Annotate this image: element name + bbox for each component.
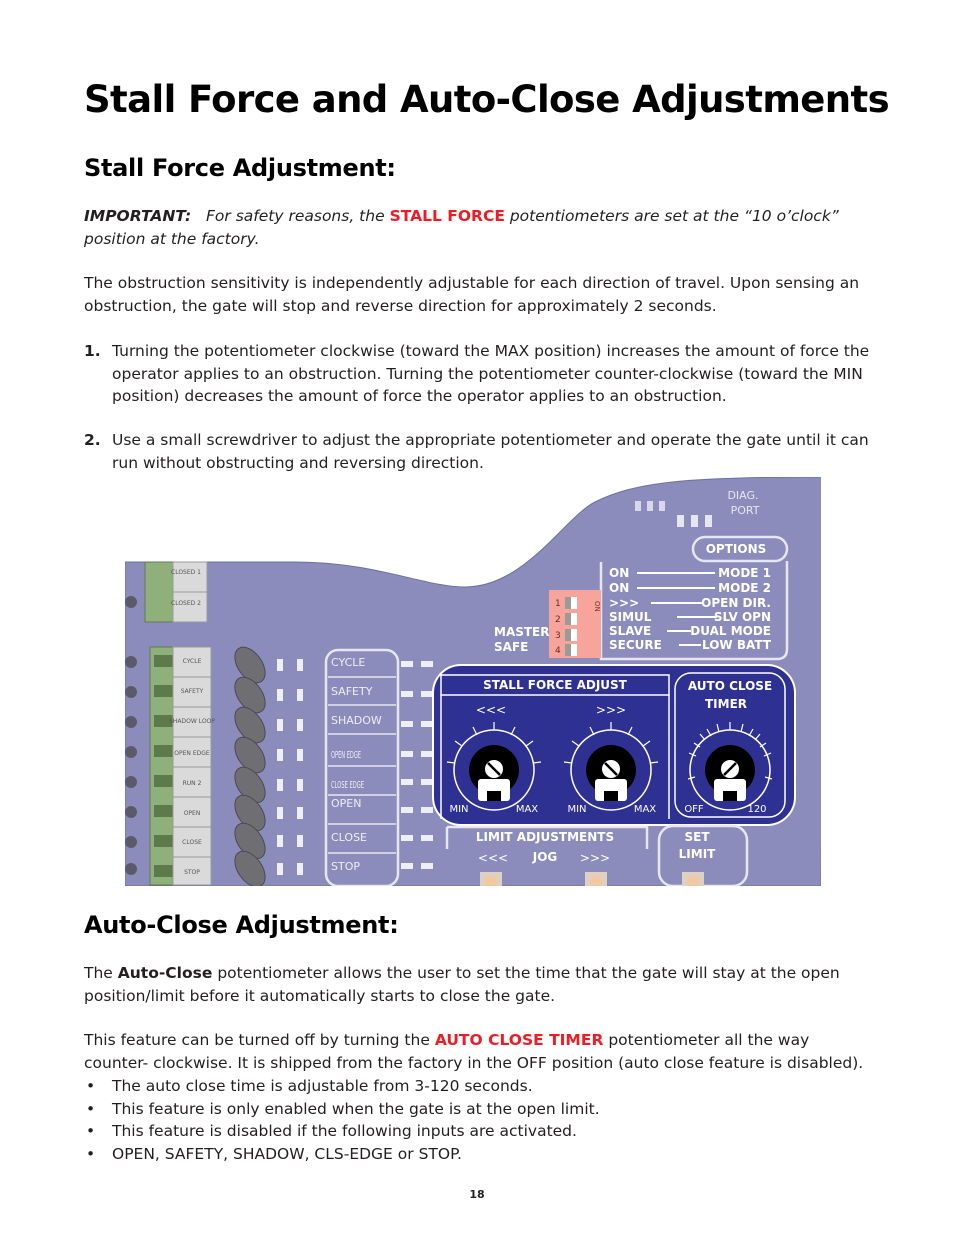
controller-board-illustration: [125, 477, 821, 886]
auto-close-heading: Auto-Close Adjustment:: [84, 911, 399, 939]
option-right: DUAL MODE: [690, 624, 771, 638]
option-right: LOW BATT: [702, 638, 771, 652]
stall-force-heading: Stall Force Adjustment:: [84, 154, 396, 182]
step-number: 1.: [84, 342, 101, 360]
terminal-label: OPEN EDGE: [174, 750, 210, 757]
pot2-max-label: MAX: [633, 804, 657, 815]
important-note: [84, 205, 874, 250]
input-label: STOP: [331, 860, 360, 873]
terminal-label: CLOSED 2: [171, 600, 201, 607]
option-left: >>>: [609, 596, 640, 610]
diag-port-label: DIAG.: [727, 489, 759, 502]
input-label: SAFETY: [331, 685, 373, 698]
diag-port-label: PORT: [730, 504, 760, 517]
list-item: • The auto close time is adjustable from 3-120 seconds.: [86, 1077, 533, 1095]
stall-force-highlight: STALL FORCE: [389, 207, 505, 225]
timer-max-label: 120: [747, 804, 767, 815]
input-label: CLOSE EDGE: [331, 780, 364, 791]
page-number: 18: [469, 1188, 485, 1201]
important-pre: For safety reasons, the: [206, 207, 385, 225]
p2-pre: This feature can be turned off by turning the: [84, 1031, 430, 1049]
set-limit-label: SET: [684, 830, 710, 844]
step-text: Turning the potentiometer clockwise (toward the MAX position) increases the amount of force the operator applies to an obstruction. Turning the potentiometer counter-clockwise (toward the MIN position) decreases the amount of force the operator applies to an obstruction.: [112, 342, 870, 405]
timer-off-label: OFF: [684, 804, 704, 815]
terminal-label: CLOSE: [182, 839, 202, 846]
input-label: CLOSE: [331, 831, 368, 844]
dip-number: 4: [555, 646, 561, 656]
option-left: SLAVE: [609, 624, 652, 638]
auto-close-bullets: [84, 1075, 874, 1165]
terminal-label: STOP: [184, 869, 200, 876]
dip-number: 1: [555, 599, 561, 609]
option-left: ON: [609, 581, 630, 595]
sensitivity-paragraph: The obstruction sensitivity is independently adjustable for each direction of travel. Upon sensing an obstruction, the gate will stop and reverse direction for approximately 2 seconds.: [84, 274, 860, 315]
list-item: • This feature is only enabled when the gate is at the open limit.: [86, 1099, 600, 1118]
dip-number: 3: [555, 631, 561, 641]
auto-close-timer-highlight: AUTO CLOSE TIMER: [434, 1031, 604, 1049]
terminal-label: CLOSED 1: [171, 569, 201, 576]
step-2: [84, 429, 874, 474]
input-label: OPEN: [331, 797, 362, 810]
stall-force-panel-title: STALL FORCE ADJUST: [483, 678, 627, 692]
important-label: IMPORTANT:: [84, 207, 192, 225]
auto-close-paragraph-1: [84, 962, 874, 1007]
step-text: Use a small screwdriver to adjust the appropriate potentiometer and operate the gate until it can run without obstructing and reversing direction.: [112, 431, 869, 472]
important-post: potentiometers are set at the “10 o’clock” position at the factory.: [84, 207, 839, 248]
limit-adjustments-label: LIMIT ADJUSTMENTS: [475, 830, 615, 844]
pot1-min-label: MIN: [449, 804, 469, 815]
auto-close-title: AUTO CLOSE: [687, 679, 773, 693]
terminal-label: RUN 2: [182, 780, 202, 787]
p2-post: potentiometer all the way counter- clockwise. It is shipped from the factory in the OFF position (auto close feature is disabled).: [84, 1031, 864, 1072]
step-number: 2.: [84, 431, 101, 449]
p1-pre: The: [84, 964, 113, 982]
list-item: • This feature is disabled if the following inputs are activated.: [86, 1122, 577, 1140]
step-1: [84, 340, 874, 408]
option-right: OPEN DIR.: [701, 596, 771, 610]
set-limit-label: LIMIT: [678, 847, 716, 861]
pot1-max-label: MAX: [515, 804, 539, 815]
option-left: ON: [609, 566, 630, 580]
options-title: OPTIONS: [705, 542, 767, 556]
option-safe-label: SAFE: [494, 640, 529, 654]
auto-close-paragraph-2: [84, 1029, 874, 1074]
option-right: MODE 2: [718, 581, 771, 595]
option-master-label: MASTER: [494, 625, 550, 639]
dip-number: 2: [555, 615, 561, 625]
stall-right-arrows: >>>: [595, 703, 627, 717]
auto-close-title: TIMER: [704, 697, 748, 711]
p1-post: potentiometer allows the user to set the time that the gate will stay at the open position/limit before it automatically starts to close the gate.: [84, 964, 840, 1005]
jog-left-arrows: <<<: [477, 851, 509, 865]
terminal-label: SAFETY: [180, 688, 204, 695]
input-label: CYCLE: [331, 656, 366, 669]
input-label: SHADOW: [331, 714, 382, 727]
jog-right-arrows: >>>: [579, 851, 611, 865]
option-right: SLV OPN: [713, 610, 771, 624]
pot2-min-label: MIN: [567, 804, 587, 815]
auto-close-bold: Auto-Close: [117, 964, 213, 982]
option-left: SECURE: [609, 638, 662, 652]
option-right: MODE 1: [718, 566, 771, 580]
list-item: • OPEN, SAFETY, SHADOW, CLS-EDGE or STOP.: [86, 1144, 462, 1163]
terminal-label: SHADOW LOOP: [169, 718, 215, 725]
terminal-label: OPEN: [183, 810, 201, 817]
terminal-label: CYCLE: [182, 658, 202, 665]
stall-left-arrows: <<<: [475, 703, 507, 717]
option-left: SIMUL: [609, 610, 652, 624]
jog-label: JOG: [532, 850, 558, 864]
input-label: OPEN EDGE: [331, 750, 361, 761]
dip-on-label: ON: [593, 601, 601, 612]
page-title: Stall Force and Auto-Close Adjustments: [84, 78, 890, 121]
